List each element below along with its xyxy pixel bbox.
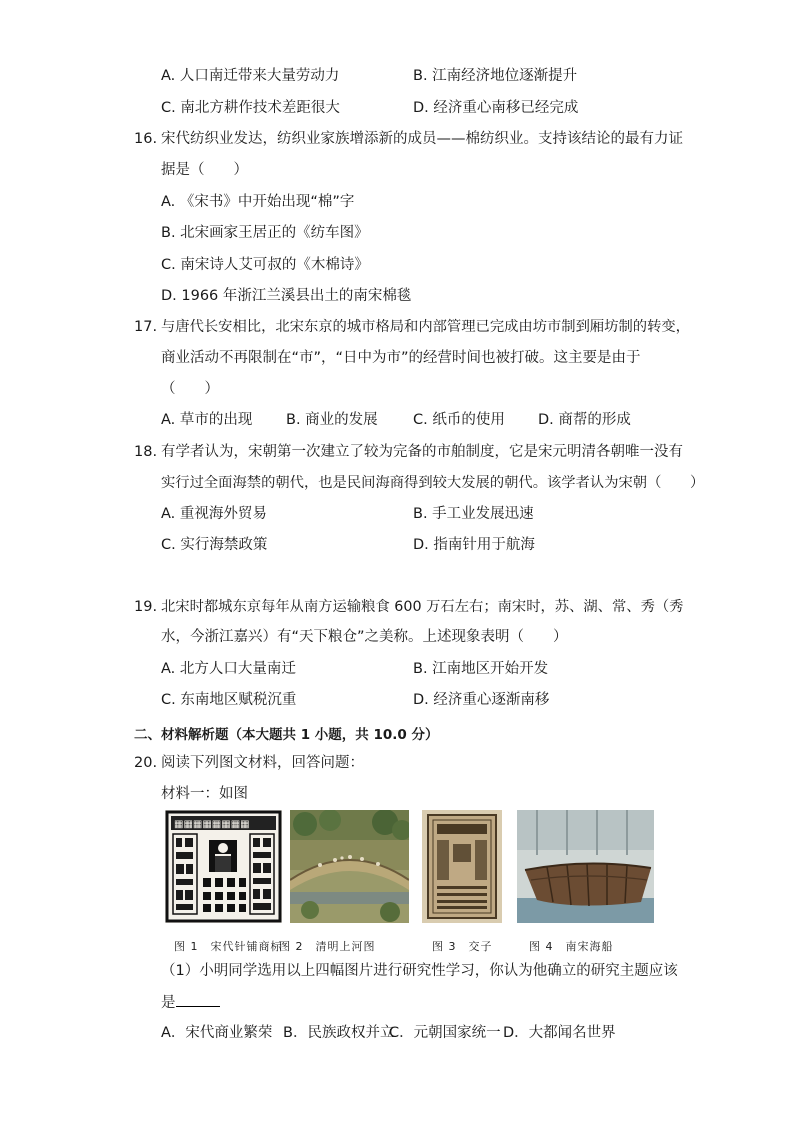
q20-option-a: A．宋代商业繁荣 (161, 1025, 273, 1041)
q17-option-c: C. 纸币的使用 (413, 412, 505, 428)
q18-option-b: B. 手工业发展迅速 (413, 506, 534, 522)
q16-stem-line2: 据是（ ） (161, 162, 248, 178)
caption-figure-1: 图 1 宋代针铺商标 (174, 940, 283, 953)
q19-option-c: C. 东南地区赋税沉重 (161, 692, 297, 708)
q18-option-a: A. 重视海外贸易 (161, 506, 267, 522)
q19-stem-line1: 北宋时都城东京每年从南方运输粮食 600 万石左右；南宋时，苏、湖、常、秀（秀 (161, 599, 684, 615)
q15-option-d: D. 经济重心南移已经完成 (413, 100, 579, 116)
q17-option-a: A. 草市的出现 (161, 412, 253, 428)
q16-option-a: A. 《宋书》中开始出现“棉”字 (161, 194, 355, 210)
q17-stem-line1: 与唐代长安相比，北宋东京的城市格局和内部管理已完成由坊市制到厢坊制的转变， (161, 319, 690, 335)
q19-option-b: B. 江南地区开始开发 (413, 661, 549, 677)
q16-option-b: B. 北宋画家王居正的《纺车图》 (161, 225, 369, 241)
q15-option-b: B. 江南经济地位逐渐提升 (413, 68, 578, 84)
q20-option-c: C．元朝国家统一 (389, 1025, 501, 1041)
q20-number: 20. (134, 755, 158, 771)
q15-option-a: A. 人口南迁带来大量劳动力 (161, 68, 340, 84)
q20-intro: 阅读下列图文材料，回答问题： (161, 755, 364, 771)
q20-option-d: D．大都闻名世界 (503, 1025, 616, 1041)
q18-stem-line2: 实行过全面海禁的朝代，也是民间海商得到较大发展的朝代。该学者认为宋朝（ ） (161, 475, 705, 491)
q18-option-d: D. 指南针用于航海 (413, 537, 535, 553)
q20-sub1-line2 (161, 992, 220, 1013)
q19-option-d: D. 经济重心逐渐南移 (413, 692, 550, 708)
q17-option-d: D. 商帮的形成 (538, 412, 631, 428)
q18-option-c: C. 实行海禁政策 (161, 537, 268, 553)
q16-stem-line1: 宋代纺织业发达，纺织业家族增添新的成员——棉纺织业。支持该结论的最有力证 (161, 131, 683, 147)
caption-figure-2: 图 2 清明上河图 (279, 940, 376, 953)
caption-figure-3: 图 3 交子 (432, 940, 493, 953)
q19-option-a: A. 北方人口大量南迁 (161, 661, 296, 677)
answer-blank (176, 992, 220, 1007)
figure-qingming-scroll (290, 810, 409, 923)
q17-stem-line2: 商业活动不再限制在“市”，“日中为市”的经营时间也被打破。这主要是由于 (161, 350, 641, 366)
q15-option-c: C. 南北方耕作技术差距很大 (161, 100, 340, 116)
q19-number: 19. (134, 599, 158, 615)
q16-option-d: D. 1966 年浙江兰溪县出土的南宋棉毯 (161, 288, 412, 304)
figure-song-sea-ship (517, 810, 654, 923)
q19-stem-line2: 水，今浙江嘉兴）有“天下粮仓”之美称。上述现象表明（ ） (161, 629, 568, 645)
q20-sub1-text: 是 (161, 995, 176, 1011)
q16-number: 16. (134, 131, 158, 147)
material-figures (160, 810, 656, 925)
svg-text:▦▦▦▦▦▦▦▦: ▦▦▦▦▦▦▦▦ (174, 819, 250, 830)
q20-sub1-line1: （1）小明同学选用以上四幅图片进行研究性学习，你认为他确立的研究主题应该 (161, 963, 678, 979)
q17-stem-line3: （ ） (161, 381, 219, 397)
section-heading: 二、材料解析题（本大题共 1 小题，共 10.0 分） (134, 727, 439, 743)
q17-number: 17. (134, 319, 158, 335)
q17-option-b: B. 商业的发展 (286, 412, 378, 428)
caption-figure-4: 图 4 南宋海船 (529, 940, 614, 953)
figure-jiaozi-banknote (422, 810, 502, 923)
q20-material-label: 材料一：如图 (161, 786, 248, 802)
q20-option-b: B．民族政权并立 (283, 1025, 395, 1041)
figure-needle-shop-trademark (165, 810, 282, 923)
q16-option-c: C. 南宋诗人艾可叔的《木棉诗》 (161, 257, 369, 273)
q18-number: 18. (134, 444, 158, 460)
q18-stem-line1: 有学者认为，宋朝第一次建立了较为完备的市舶制度，它是宋元明清各朝唯一没有 (161, 444, 683, 460)
